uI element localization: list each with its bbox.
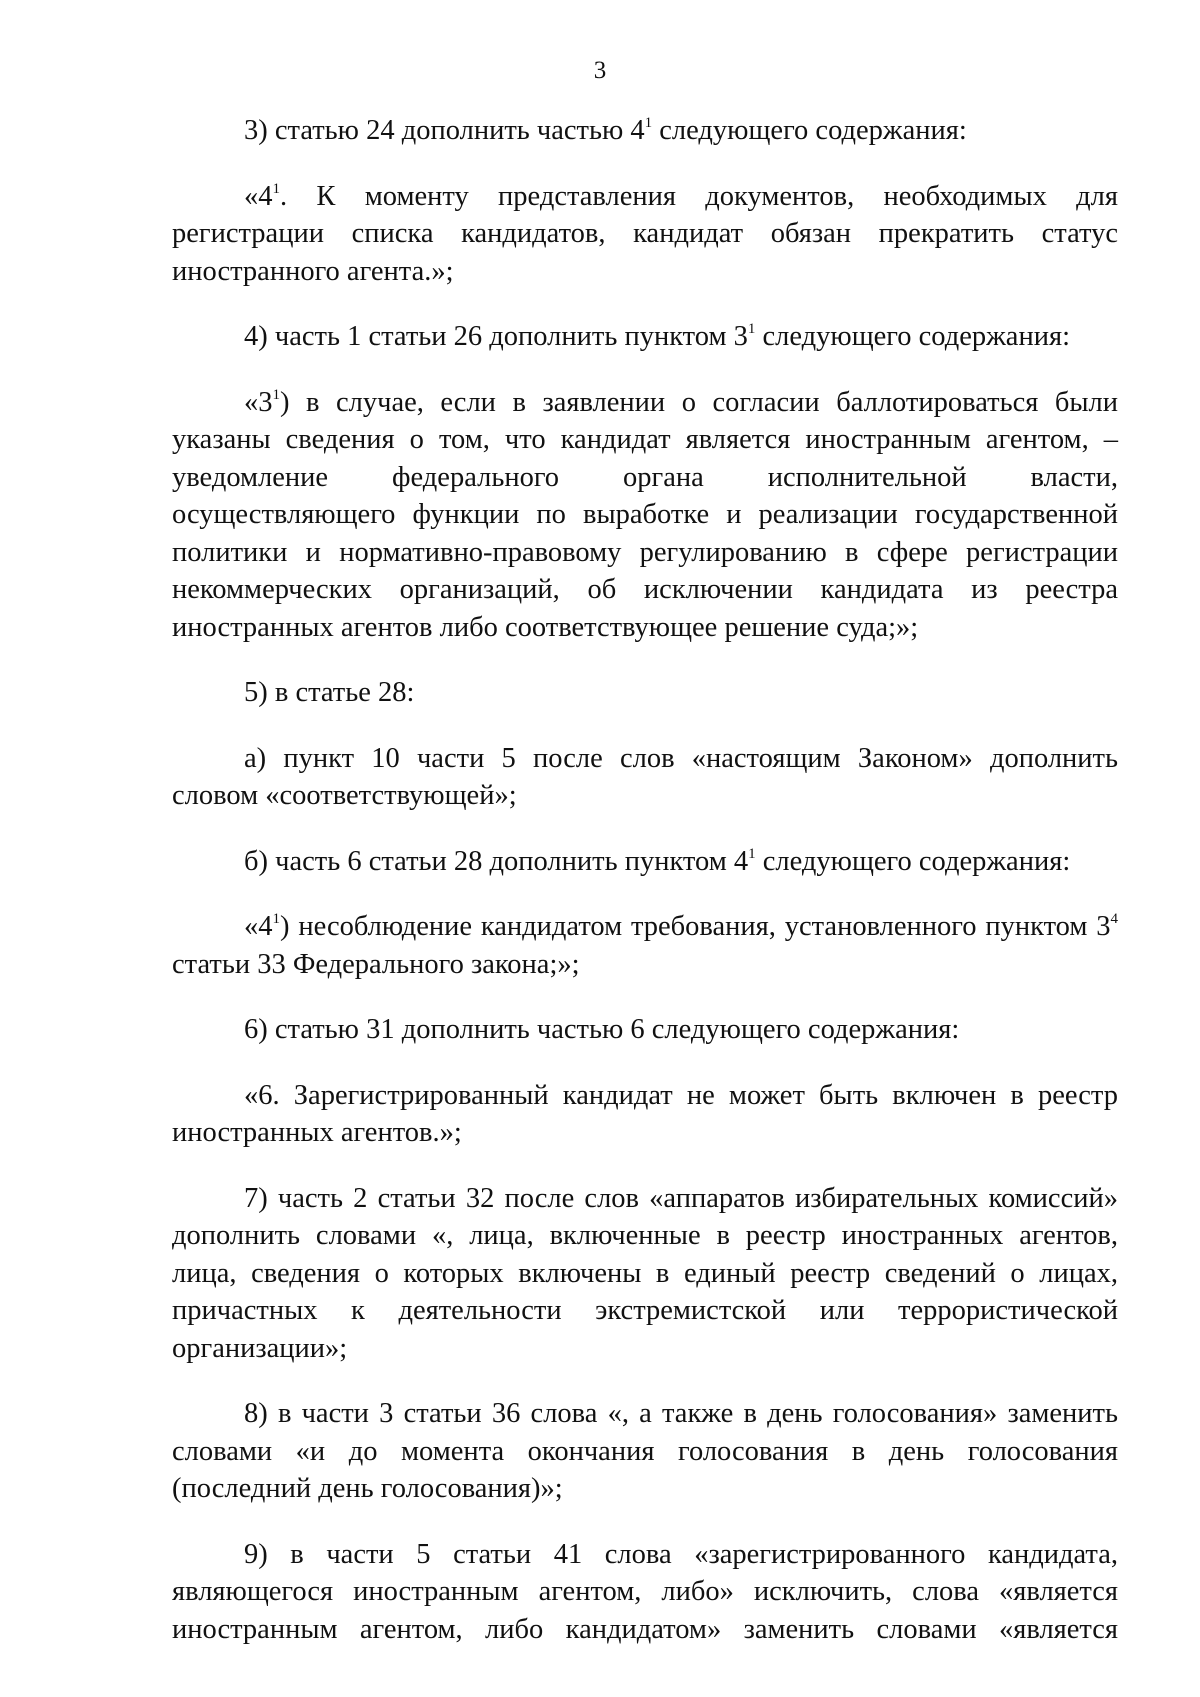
paragraph-item-5b <box>172 843 1118 881</box>
superscript-index: 1 <box>644 115 653 131</box>
text-run: 6) статью 31 дополнить частью 6 следующего содержания: <box>244 1014 960 1045</box>
paragraph-item-3 <box>172 112 1118 150</box>
text-run: следующего содержания: <box>755 321 1070 352</box>
superscript-index: 1 <box>272 180 280 197</box>
text-run: «4 <box>244 911 273 942</box>
paragraph-item-7 <box>172 1180 1118 1368</box>
paragraph-item-9 <box>172 1536 1118 1649</box>
document-body <box>172 112 1118 1648</box>
text-run: следующего содержания: <box>652 115 967 146</box>
page-number: 3 <box>593 57 607 84</box>
text-run: б) часть 6 статьи 28 дополнить пунктом 4 <box>244 845 749 877</box>
text-run: ) в случае, если в заявлении о согласии баллотироваться были указаны сведения о том, что кандидат является иностранным агентом, – уведомление федерального органа исполнительной власти, осуществляющего функции по выработке и реализации государственной политики и нормативно-правовому регулированию в сфере регистрации некоммерческих организаций, об исключении кандидата из реестра иностранных агентов либо соответствующее решение суда;»; <box>172 386 1118 643</box>
text-run: ) несоблюдение кандидатом требования, установленного пунктом 3 <box>280 911 1111 942</box>
paragraph-item-5a <box>172 740 1118 815</box>
paragraph-item-5 <box>172 674 1118 712</box>
text-run: «6. Зарегистрированный кандидат не может быть включен в реестр иностранных агентов.»; <box>172 1079 1118 1148</box>
paragraph-quote-4-1 <box>172 178 1118 291</box>
paragraph-quote-3-1 <box>172 384 1118 647</box>
text-run: «4 <box>244 180 273 212</box>
superscript-index: 1 <box>272 911 280 927</box>
text-run: а) пункт 10 части 5 после слов «настоящим Законом» дополнить словом «соответствующей»; <box>172 742 1118 811</box>
text-run: 4) часть 1 статьи 26 дополнить пунктом 3 <box>244 321 748 352</box>
text-run: следующего содержания: <box>755 845 1071 877</box>
paragraph-item-4 <box>172 318 1118 356</box>
superscript-index: 1 <box>748 845 756 862</box>
superscript-index: 1 <box>747 321 756 337</box>
paragraph-item-8 <box>172 1395 1118 1508</box>
superscript-index: 1 <box>272 386 280 403</box>
paragraph-item-6 <box>172 1011 1118 1049</box>
text-run: статьи 33 Федерального закона;»; <box>172 948 580 980</box>
paragraph-quote-4-1-b <box>172 908 1118 983</box>
text-run: 3) статью 24 дополнить частью 4 <box>244 115 645 146</box>
text-run: 7) часть 2 статьи 32 после слов «аппаратов избирательных комиссий» дополнить словами «, лица, включенные в реестр иностранных агентов, лица, сведения о которых включены в единый реестр сведений о лицах, причастных к деятельности экстремистской или террористической организации»; <box>172 1182 1118 1364</box>
text-run: 5) в статье 28: <box>244 677 415 708</box>
superscript-index: 4 <box>1110 911 1118 927</box>
paragraph-quote-6 <box>172 1077 1118 1152</box>
text-run: 9) в части 5 статьи 41 слова «зарегистрированного кандидата, являющегося иностранным агентом, либо» исключить, слова «является иностранным агентом, либо кандидатом» заменить словами «является <box>172 1538 1118 1645</box>
text-run: «3 <box>244 386 273 418</box>
text-run: 8) в части 3 статьи 36 слова «, а также в день голосования» заменить словами «и до момента окончания голосования в день голосования (последний день голосования)»; <box>172 1398 1118 1504</box>
text-run: . К моменту представления документов, необходимых для регистрации списка кандидатов, кандидат обязан прекратить статус иностранного агента.»; <box>172 180 1118 287</box>
